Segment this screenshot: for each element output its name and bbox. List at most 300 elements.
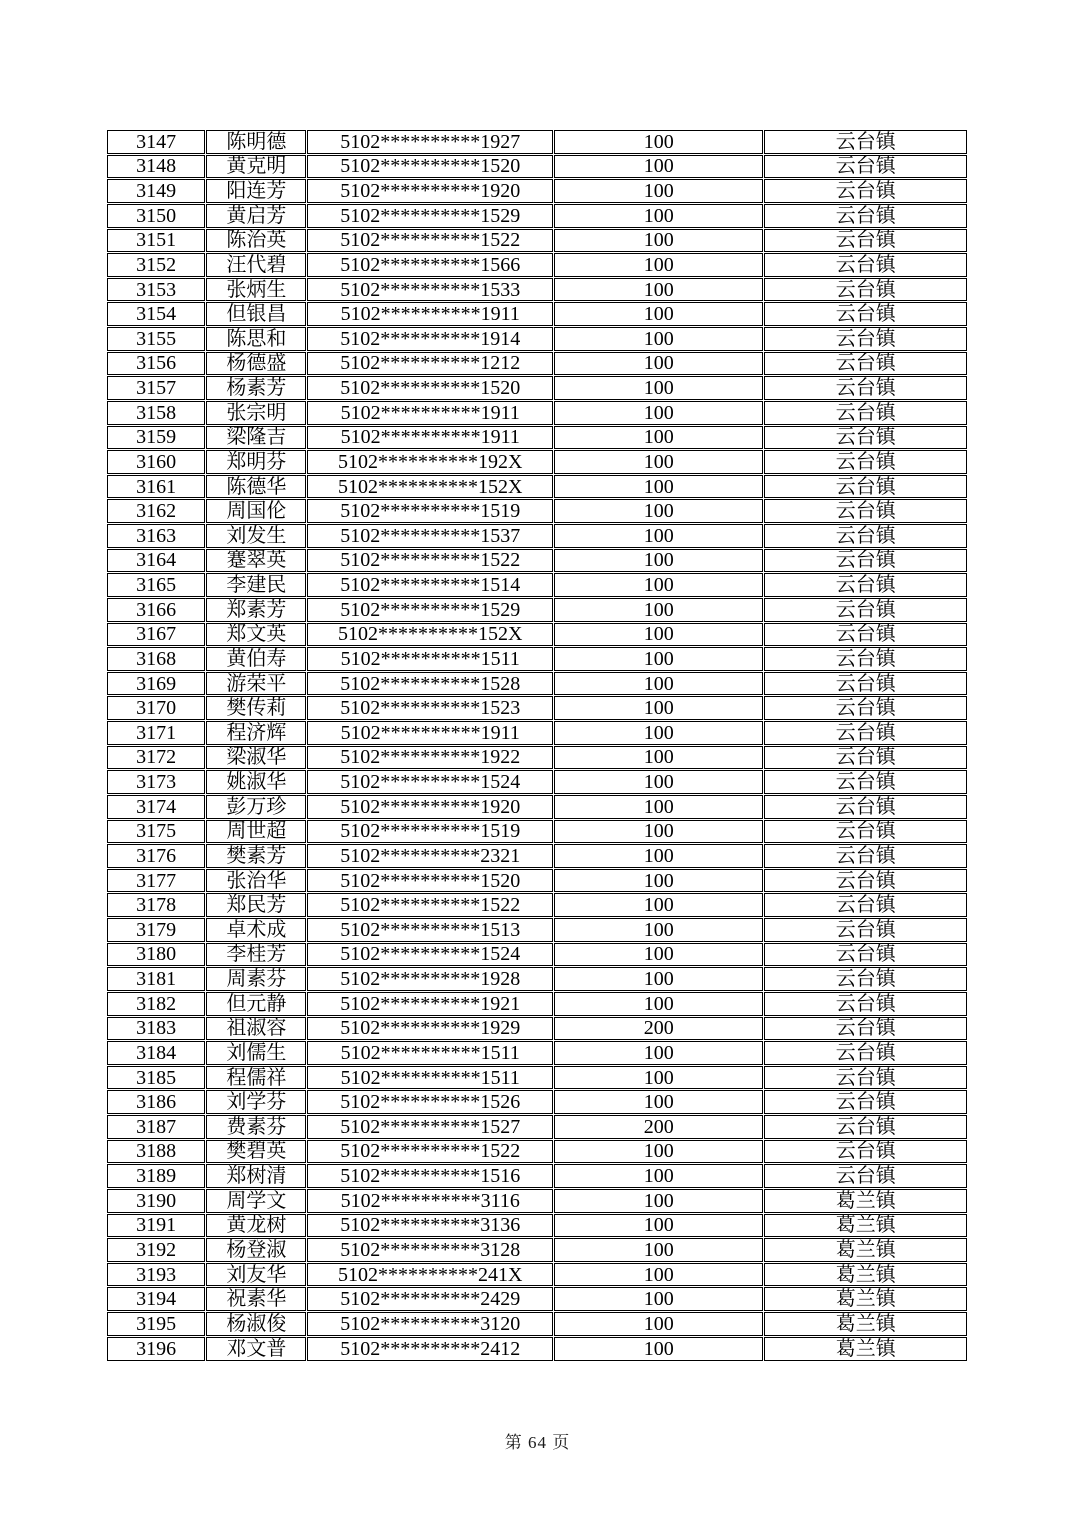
id-number-cell: 5102**********1929 — [307, 1017, 553, 1041]
amount-cell: 100 — [554, 1164, 763, 1188]
id-number-cell: 5102**********3120 — [307, 1312, 553, 1336]
amount-cell: 100 — [554, 943, 763, 967]
serial-number-cell: 3179 — [107, 918, 205, 942]
name-cell: 梁隆吉 — [206, 426, 306, 450]
name-cell: 张治华 — [206, 869, 306, 893]
name-cell: 陈思和 — [206, 327, 306, 351]
amount-cell: 100 — [554, 1263, 763, 1287]
amount-cell: 100 — [554, 1287, 763, 1311]
serial-number-cell: 3194 — [107, 1287, 205, 1311]
id-number-cell: 5102**********1513 — [307, 918, 553, 942]
name-cell: 程济辉 — [206, 721, 306, 745]
name-cell: 杨登淑 — [206, 1238, 306, 1262]
id-number-cell: 5102**********241X — [307, 1263, 553, 1287]
name-cell: 陈德华 — [206, 475, 306, 499]
table-row — [107, 992, 967, 1016]
name-cell: 卓术成 — [206, 918, 306, 942]
serial-number-cell: 3176 — [107, 844, 205, 868]
town-cell: 云台镇 — [764, 721, 967, 745]
table-row — [107, 869, 967, 893]
town-cell: 云台镇 — [764, 450, 967, 474]
id-number-cell: 5102**********2412 — [307, 1337, 553, 1361]
town-cell: 云台镇 — [764, 253, 967, 277]
name-cell: 但银昌 — [206, 302, 306, 326]
serial-number-cell: 3193 — [107, 1263, 205, 1287]
name-cell: 周国伦 — [206, 499, 306, 523]
serial-number-cell: 3172 — [107, 746, 205, 770]
amount-cell: 100 — [554, 426, 763, 450]
town-cell: 云台镇 — [764, 598, 967, 622]
town-cell: 云台镇 — [764, 573, 967, 597]
serial-number-cell: 3159 — [107, 426, 205, 450]
amount-cell: 100 — [554, 155, 763, 179]
amount-cell: 100 — [554, 992, 763, 1016]
town-cell: 云台镇 — [764, 746, 967, 770]
name-cell: 郑明芬 — [206, 450, 306, 474]
serial-number-cell: 3148 — [107, 155, 205, 179]
table-row — [107, 549, 967, 573]
table-row — [107, 302, 967, 326]
amount-cell: 100 — [554, 327, 763, 351]
serial-number-cell: 3156 — [107, 352, 205, 376]
name-cell: 但元静 — [206, 992, 306, 1016]
amount-cell: 100 — [554, 253, 763, 277]
id-number-cell: 5102**********3116 — [307, 1189, 553, 1213]
town-cell: 云台镇 — [764, 155, 967, 179]
id-number-cell: 5102**********1524 — [307, 770, 553, 794]
table-row — [107, 450, 967, 474]
name-cell: 黄伯寿 — [206, 647, 306, 671]
town-cell: 云台镇 — [764, 204, 967, 228]
table-row — [107, 1017, 967, 1041]
name-cell: 费素芬 — [206, 1115, 306, 1139]
id-number-cell: 5102**********1921 — [307, 992, 553, 1016]
table-row — [107, 1041, 967, 1065]
id-number-cell: 5102**********1526 — [307, 1090, 553, 1114]
town-cell: 云台镇 — [764, 992, 967, 1016]
serial-number-cell: 3190 — [107, 1189, 205, 1213]
amount-cell: 100 — [554, 869, 763, 893]
id-number-cell: 5102**********1519 — [307, 820, 553, 844]
serial-number-cell: 3196 — [107, 1337, 205, 1361]
town-cell: 云台镇 — [764, 1066, 967, 1090]
id-number-cell: 5102**********152X — [307, 623, 553, 647]
serial-number-cell: 3181 — [107, 967, 205, 991]
id-number-cell: 5102**********1516 — [307, 1164, 553, 1188]
table-row — [107, 893, 967, 917]
table-row — [107, 696, 967, 720]
table-row — [107, 672, 967, 696]
town-cell: 云台镇 — [764, 327, 967, 351]
town-cell: 葛兰镇 — [764, 1189, 967, 1213]
table-row — [107, 426, 967, 450]
table-row — [107, 352, 967, 376]
name-cell: 游荣平 — [206, 672, 306, 696]
town-cell: 云台镇 — [764, 352, 967, 376]
id-number-cell: 5102**********1529 — [307, 204, 553, 228]
amount-cell: 100 — [554, 376, 763, 400]
id-number-cell: 5102**********1911 — [307, 721, 553, 745]
name-cell: 彭万珍 — [206, 795, 306, 819]
id-number-cell: 5102**********1520 — [307, 155, 553, 179]
table-row — [107, 746, 967, 770]
amount-cell: 100 — [554, 179, 763, 203]
table-row — [107, 721, 967, 745]
town-cell: 云台镇 — [764, 696, 967, 720]
id-number-cell: 5102**********1520 — [307, 376, 553, 400]
table-row — [107, 1287, 967, 1311]
name-cell: 樊素芳 — [206, 844, 306, 868]
serial-number-cell: 3189 — [107, 1164, 205, 1188]
table-row — [107, 820, 967, 844]
amount-cell: 200 — [554, 1017, 763, 1041]
table-row — [107, 524, 967, 548]
name-cell: 周素芬 — [206, 967, 306, 991]
id-number-cell: 5102**********1522 — [307, 229, 553, 253]
id-number-cell: 5102**********1911 — [307, 302, 553, 326]
serial-number-cell: 3186 — [107, 1090, 205, 1114]
id-number-cell: 5102**********2429 — [307, 1287, 553, 1311]
town-cell: 云台镇 — [764, 943, 967, 967]
serial-number-cell: 3149 — [107, 179, 205, 203]
serial-number-cell: 3187 — [107, 1115, 205, 1139]
table-row — [107, 1312, 967, 1336]
serial-number-cell: 3166 — [107, 598, 205, 622]
name-cell: 郑文英 — [206, 623, 306, 647]
id-number-cell: 5102**********1522 — [307, 893, 553, 917]
page-number-label: 第 64 页 — [504, 1433, 571, 1452]
town-cell: 云台镇 — [764, 549, 967, 573]
serial-number-cell: 3191 — [107, 1214, 205, 1238]
id-number-cell: 5102**********1519 — [307, 499, 553, 523]
serial-number-cell: 3161 — [107, 475, 205, 499]
town-cell: 葛兰镇 — [764, 1214, 967, 1238]
amount-cell: 100 — [554, 352, 763, 376]
serial-number-cell: 3170 — [107, 696, 205, 720]
town-cell: 云台镇 — [764, 229, 967, 253]
town-cell: 云台镇 — [764, 278, 967, 302]
table-row — [107, 770, 967, 794]
roster-table — [106, 129, 968, 1362]
town-cell: 云台镇 — [764, 623, 967, 647]
id-number-cell: 5102**********1527 — [307, 1115, 553, 1139]
serial-number-cell: 3192 — [107, 1238, 205, 1262]
table-row — [107, 1140, 967, 1164]
id-number-cell: 5102**********1922 — [307, 746, 553, 770]
town-cell: 云台镇 — [764, 1140, 967, 1164]
amount-cell: 100 — [554, 130, 763, 154]
serial-number-cell: 3171 — [107, 721, 205, 745]
id-number-cell: 5102**********1212 — [307, 352, 553, 376]
table-row — [107, 327, 967, 351]
serial-number-cell: 3147 — [107, 130, 205, 154]
amount-cell: 200 — [554, 1115, 763, 1139]
name-cell: 张炳生 — [206, 278, 306, 302]
town-cell: 云台镇 — [764, 179, 967, 203]
town-cell: 云台镇 — [764, 1017, 967, 1041]
table-row — [107, 573, 967, 597]
amount-cell: 100 — [554, 795, 763, 819]
table-row — [107, 229, 967, 253]
town-cell: 云台镇 — [764, 869, 967, 893]
id-number-cell: 5102**********1511 — [307, 1066, 553, 1090]
id-number-cell: 5102**********1511 — [307, 1041, 553, 1065]
serial-number-cell: 3163 — [107, 524, 205, 548]
id-number-cell: 5102**********3136 — [307, 1214, 553, 1238]
town-cell: 云台镇 — [764, 844, 967, 868]
name-cell: 陈明德 — [206, 130, 306, 154]
name-cell: 刘发生 — [206, 524, 306, 548]
table-row — [107, 1164, 967, 1188]
table-row — [107, 1337, 967, 1361]
id-number-cell: 5102**********192X — [307, 450, 553, 474]
town-cell: 云台镇 — [764, 1115, 967, 1139]
name-cell: 祖淑容 — [206, 1017, 306, 1041]
amount-cell: 100 — [554, 1041, 763, 1065]
amount-cell: 100 — [554, 1090, 763, 1114]
serial-number-cell: 3153 — [107, 278, 205, 302]
amount-cell: 100 — [554, 893, 763, 917]
name-cell: 杨素芳 — [206, 376, 306, 400]
id-number-cell: 5102**********1920 — [307, 795, 553, 819]
amount-cell: 100 — [554, 475, 763, 499]
id-number-cell: 5102**********1920 — [307, 179, 553, 203]
serial-number-cell: 3185 — [107, 1066, 205, 1090]
serial-number-cell: 3150 — [107, 204, 205, 228]
amount-cell: 100 — [554, 918, 763, 942]
serial-number-cell: 3188 — [107, 1140, 205, 1164]
name-cell: 李桂芳 — [206, 943, 306, 967]
name-cell: 郑树清 — [206, 1164, 306, 1188]
amount-cell: 100 — [554, 1140, 763, 1164]
table-body — [107, 130, 967, 1361]
name-cell: 周世超 — [206, 820, 306, 844]
table-row — [107, 844, 967, 868]
serial-number-cell: 3162 — [107, 499, 205, 523]
id-number-cell: 5102**********1928 — [307, 967, 553, 991]
amount-cell: 100 — [554, 302, 763, 326]
town-cell: 云台镇 — [764, 893, 967, 917]
amount-cell: 100 — [554, 1189, 763, 1213]
id-number-cell: 5102**********3128 — [307, 1238, 553, 1262]
id-number-cell: 5102**********152X — [307, 475, 553, 499]
serial-number-cell: 3167 — [107, 623, 205, 647]
table-row — [107, 1115, 967, 1139]
name-cell: 张宗明 — [206, 401, 306, 425]
amount-cell: 100 — [554, 1337, 763, 1361]
name-cell: 邓文普 — [206, 1337, 306, 1361]
serial-number-cell: 3152 — [107, 253, 205, 277]
id-number-cell: 5102**********1537 — [307, 524, 553, 548]
id-number-cell: 5102**********1520 — [307, 869, 553, 893]
serial-number-cell: 3160 — [107, 450, 205, 474]
serial-number-cell: 3157 — [107, 376, 205, 400]
amount-cell: 100 — [554, 450, 763, 474]
town-cell: 葛兰镇 — [764, 1287, 967, 1311]
amount-cell: 100 — [554, 770, 763, 794]
id-number-cell: 5102**********2321 — [307, 844, 553, 868]
name-cell: 梁淑华 — [206, 746, 306, 770]
table-row — [107, 1263, 967, 1287]
town-cell: 云台镇 — [764, 918, 967, 942]
town-cell: 云台镇 — [764, 475, 967, 499]
amount-cell: 100 — [554, 229, 763, 253]
serial-number-cell: 3164 — [107, 549, 205, 573]
serial-number-cell: 3151 — [107, 229, 205, 253]
name-cell: 郑素芳 — [206, 598, 306, 622]
town-cell: 葛兰镇 — [764, 1312, 967, 1336]
table-row — [107, 130, 967, 154]
name-cell: 樊碧英 — [206, 1140, 306, 1164]
name-cell: 汪代碧 — [206, 253, 306, 277]
amount-cell: 100 — [554, 820, 763, 844]
name-cell: 樊传莉 — [206, 696, 306, 720]
amount-cell: 100 — [554, 967, 763, 991]
amount-cell: 100 — [554, 401, 763, 425]
amount-cell: 100 — [554, 1066, 763, 1090]
table-row — [107, 598, 967, 622]
amount-cell: 100 — [554, 573, 763, 597]
table-row — [107, 401, 967, 425]
town-cell: 云台镇 — [764, 376, 967, 400]
town-cell: 葛兰镇 — [764, 1337, 967, 1361]
name-cell: 黄启芳 — [206, 204, 306, 228]
table-row — [107, 623, 967, 647]
id-number-cell: 5102**********1522 — [307, 1140, 553, 1164]
id-number-cell: 5102**********1524 — [307, 943, 553, 967]
amount-cell: 100 — [554, 672, 763, 696]
name-cell: 程儒祥 — [206, 1066, 306, 1090]
table-row — [107, 499, 967, 523]
town-cell: 云台镇 — [764, 524, 967, 548]
amount-cell: 100 — [554, 721, 763, 745]
name-cell: 陈治英 — [206, 229, 306, 253]
name-cell: 黄克明 — [206, 155, 306, 179]
town-cell: 云台镇 — [764, 672, 967, 696]
town-cell: 云台镇 — [764, 426, 967, 450]
town-cell: 云台镇 — [764, 795, 967, 819]
table-row — [107, 943, 967, 967]
id-number-cell: 5102**********1523 — [307, 696, 553, 720]
town-cell: 云台镇 — [764, 967, 967, 991]
amount-cell: 100 — [554, 647, 763, 671]
amount-cell: 100 — [554, 1238, 763, 1262]
table-row — [107, 1066, 967, 1090]
town-cell: 云台镇 — [764, 1164, 967, 1188]
id-number-cell: 5102**********1511 — [307, 647, 553, 671]
id-number-cell: 5102**********1522 — [307, 549, 553, 573]
serial-number-cell: 3182 — [107, 992, 205, 1016]
amount-cell: 100 — [554, 844, 763, 868]
page-footer — [0, 1428, 1075, 1453]
table-row — [107, 647, 967, 671]
amount-cell: 100 — [554, 499, 763, 523]
name-cell: 李建民 — [206, 573, 306, 597]
serial-number-cell: 3175 — [107, 820, 205, 844]
table-row — [107, 204, 967, 228]
serial-number-cell: 3155 — [107, 327, 205, 351]
id-number-cell: 5102**********1914 — [307, 327, 553, 351]
name-cell: 蹇翠英 — [206, 549, 306, 573]
town-cell: 云台镇 — [764, 499, 967, 523]
amount-cell: 100 — [554, 524, 763, 548]
id-number-cell: 5102**********1911 — [307, 426, 553, 450]
amount-cell: 100 — [554, 1214, 763, 1238]
table-row — [107, 179, 967, 203]
amount-cell: 100 — [554, 696, 763, 720]
serial-number-cell: 3184 — [107, 1041, 205, 1065]
table-row — [107, 155, 967, 179]
serial-number-cell: 3195 — [107, 1312, 205, 1336]
amount-cell: 100 — [554, 1312, 763, 1336]
serial-number-cell: 3173 — [107, 770, 205, 794]
serial-number-cell: 3169 — [107, 672, 205, 696]
name-cell: 郑民芳 — [206, 893, 306, 917]
town-cell: 云台镇 — [764, 1041, 967, 1065]
table-row — [107, 1189, 967, 1213]
serial-number-cell: 3154 — [107, 302, 205, 326]
town-cell: 云台镇 — [764, 302, 967, 326]
table-row — [107, 795, 967, 819]
serial-number-cell: 3183 — [107, 1017, 205, 1041]
name-cell: 周学文 — [206, 1189, 306, 1213]
table-row — [107, 1090, 967, 1114]
serial-number-cell: 3165 — [107, 573, 205, 597]
table-row — [107, 376, 967, 400]
town-cell: 云台镇 — [764, 820, 967, 844]
amount-cell: 100 — [554, 549, 763, 573]
amount-cell: 100 — [554, 278, 763, 302]
town-cell: 云台镇 — [764, 647, 967, 671]
id-number-cell: 5102**********1911 — [307, 401, 553, 425]
serial-number-cell: 3174 — [107, 795, 205, 819]
id-number-cell: 5102**********1927 — [307, 130, 553, 154]
town-cell: 云台镇 — [764, 770, 967, 794]
name-cell: 阳连芳 — [206, 179, 306, 203]
town-cell: 葛兰镇 — [764, 1263, 967, 1287]
table-row — [107, 278, 967, 302]
id-number-cell: 5102**********1529 — [307, 598, 553, 622]
serial-number-cell: 3158 — [107, 401, 205, 425]
serial-number-cell: 3178 — [107, 893, 205, 917]
name-cell: 祝素华 — [206, 1287, 306, 1311]
table-row — [107, 967, 967, 991]
amount-cell: 100 — [554, 623, 763, 647]
table-row — [107, 918, 967, 942]
name-cell: 刘儒生 — [206, 1041, 306, 1065]
amount-cell: 100 — [554, 746, 763, 770]
name-cell: 杨淑俊 — [206, 1312, 306, 1336]
id-number-cell: 5102**********1533 — [307, 278, 553, 302]
id-number-cell: 5102**********1566 — [307, 253, 553, 277]
town-cell: 云台镇 — [764, 1090, 967, 1114]
town-cell: 葛兰镇 — [764, 1238, 967, 1262]
table-row — [107, 475, 967, 499]
serial-number-cell: 3180 — [107, 943, 205, 967]
amount-cell: 100 — [554, 204, 763, 228]
table-row — [107, 1238, 967, 1262]
table-row — [107, 1214, 967, 1238]
town-cell: 云台镇 — [764, 401, 967, 425]
amount-cell: 100 — [554, 598, 763, 622]
table-row — [107, 253, 967, 277]
name-cell: 刘友华 — [206, 1263, 306, 1287]
name-cell: 姚淑华 — [206, 770, 306, 794]
town-cell: 云台镇 — [764, 130, 967, 154]
id-number-cell: 5102**********1528 — [307, 672, 553, 696]
serial-number-cell: 3168 — [107, 647, 205, 671]
serial-number-cell: 3177 — [107, 869, 205, 893]
